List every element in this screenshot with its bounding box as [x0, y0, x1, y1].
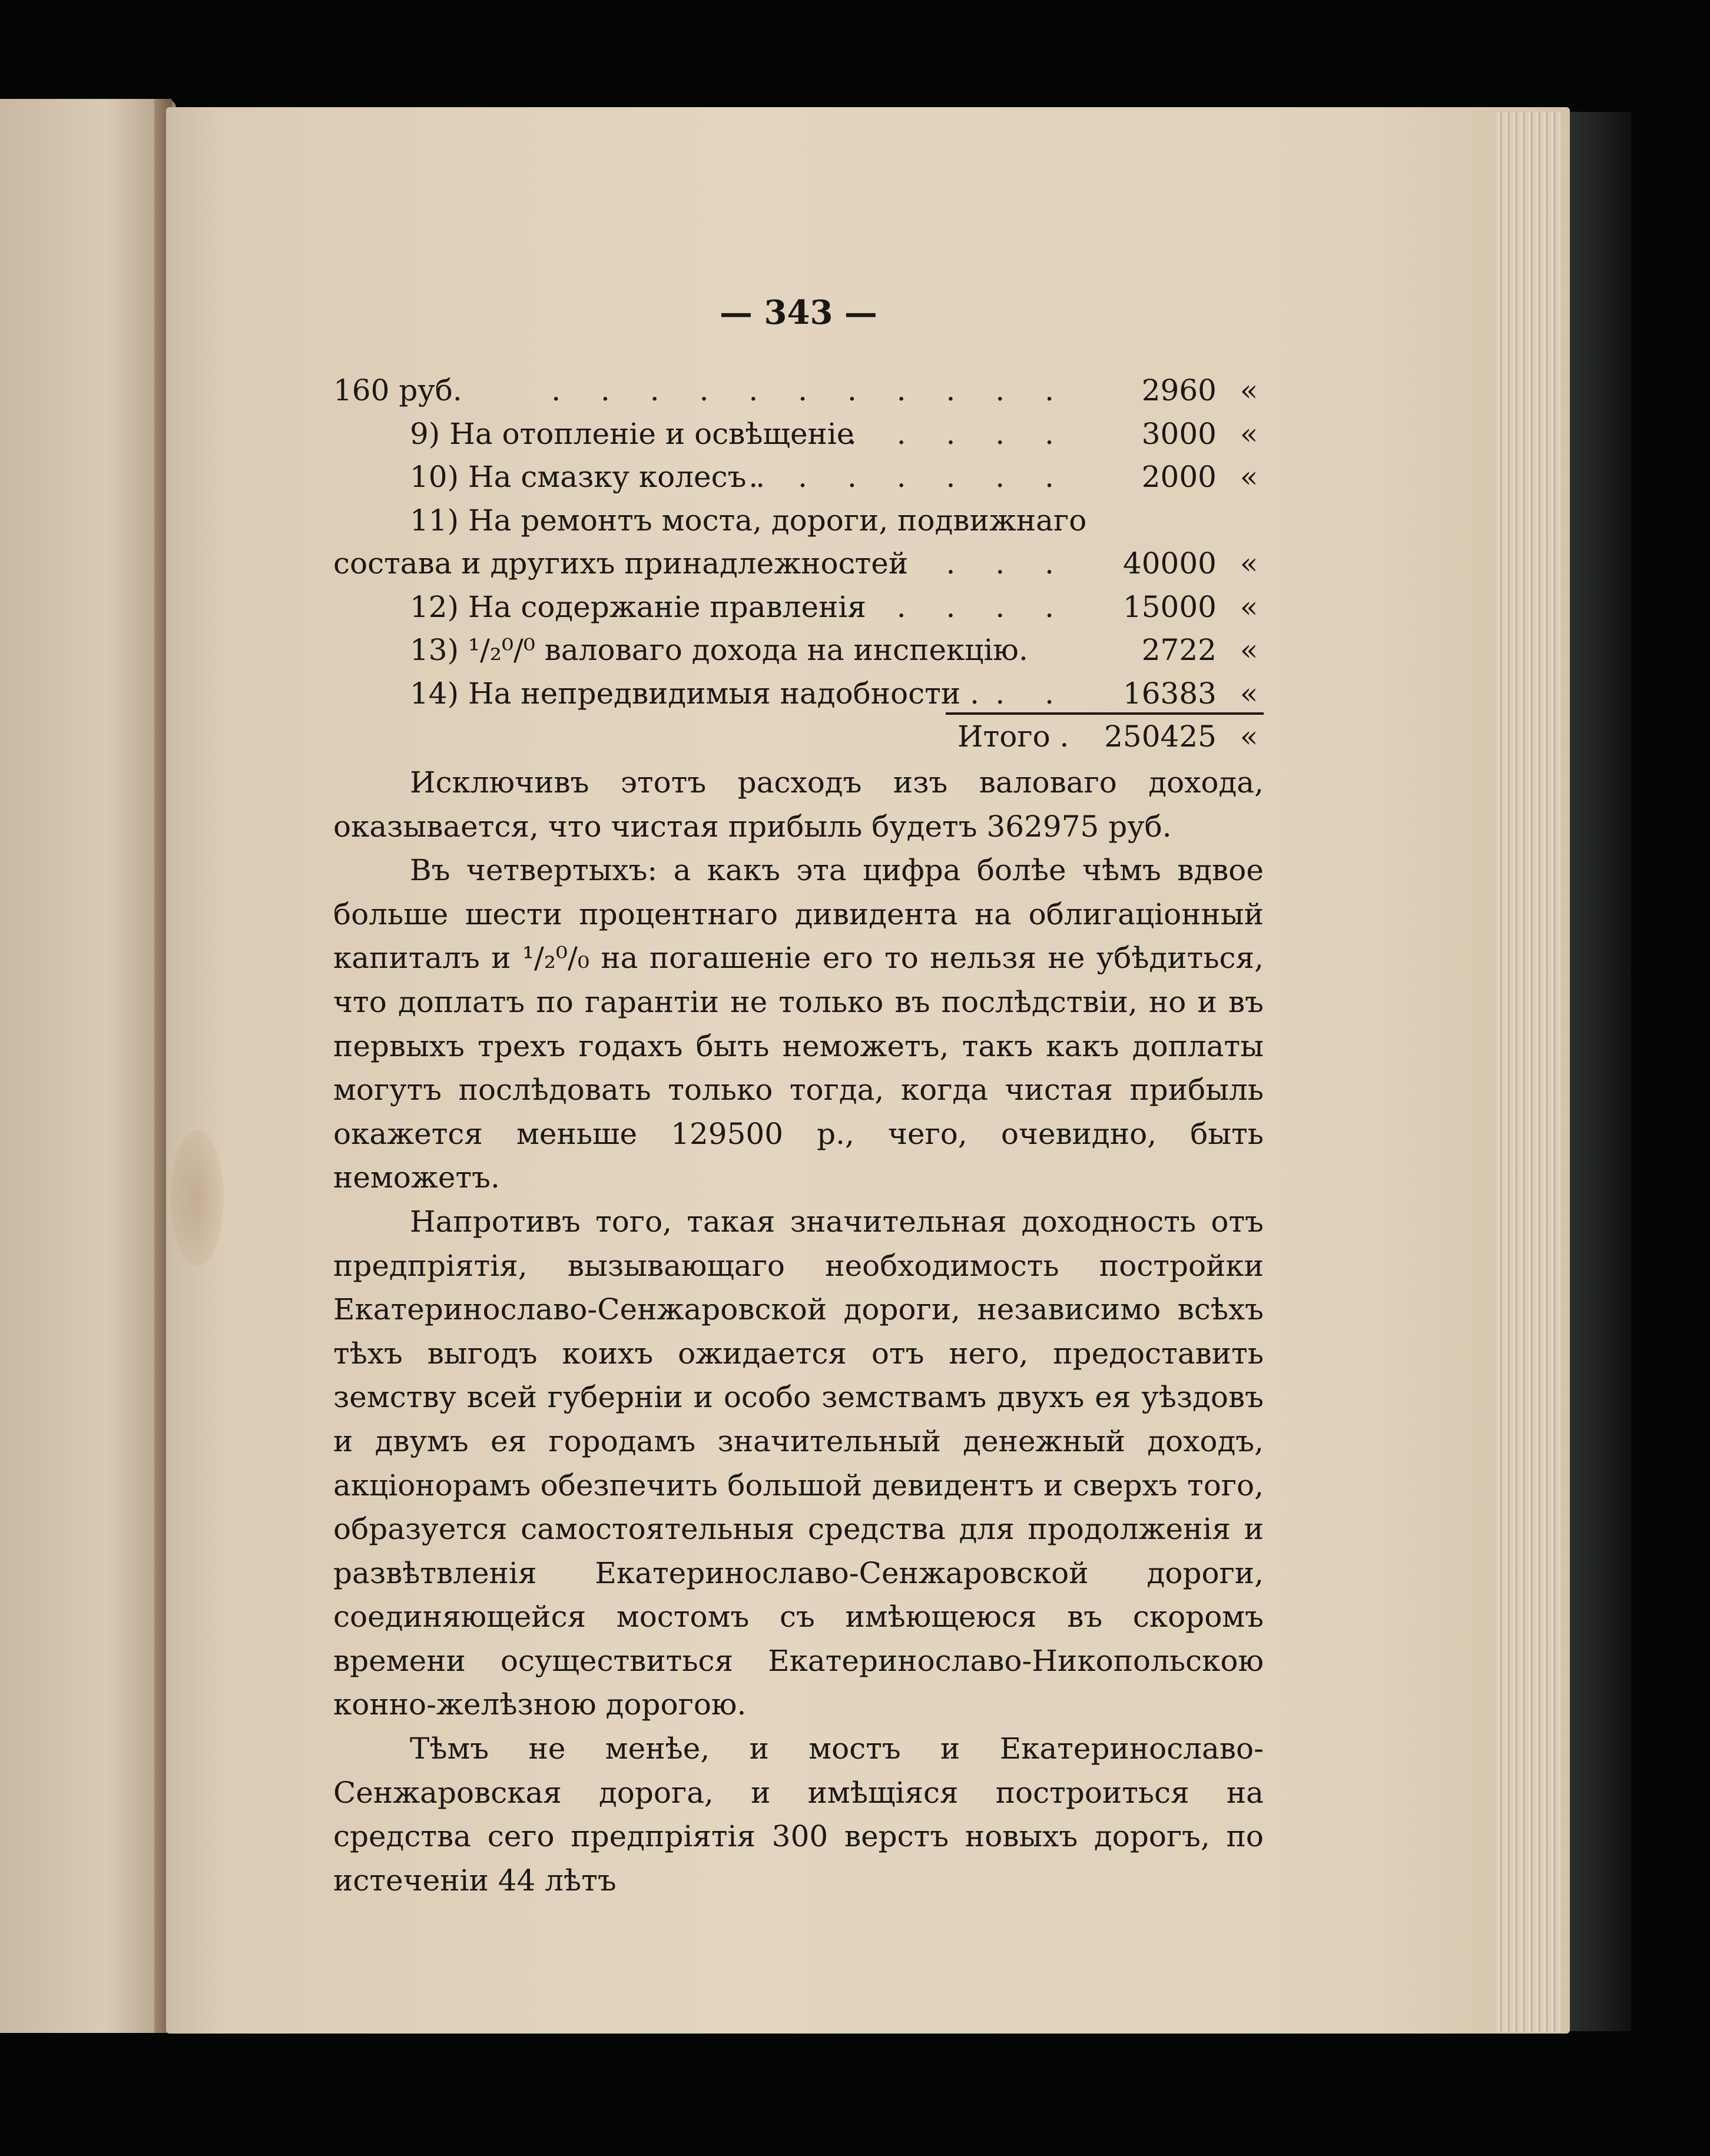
ledger-label: 160 руб.: [333, 373, 462, 407]
ditto-mark: «: [1240, 589, 1258, 624]
leader-dots: . . . . .: [847, 546, 1069, 581]
ledger-label: 12) На содержаніе правленія: [410, 589, 866, 624]
ledger-label: 9) На отопленіе и освѣщеніе: [410, 416, 854, 451]
ledger-amount: 3000: [1141, 416, 1217, 451]
ditto-mark: «: [1240, 416, 1258, 451]
ledger-label: 13) ¹/₂⁰/⁰ валоваго дохода на инспекцію.: [410, 633, 1028, 667]
ditto-mark: «: [1240, 460, 1258, 494]
ledger-row: [333, 673, 1264, 714]
ditto-mark: «: [1240, 373, 1258, 407]
ditto-mark: «: [1240, 676, 1258, 711]
ledger-amount: 15000: [1122, 589, 1217, 624]
ledger-total-amount: 250425: [1104, 719, 1217, 754]
page-number: — 343 —: [720, 293, 877, 332]
ledger-row: [333, 413, 1264, 455]
leader-dots: . . . . .: [847, 589, 1069, 624]
ditto-mark: «: [1240, 719, 1258, 754]
left-page-edge: [0, 99, 177, 2033]
ledger-row: [333, 586, 1264, 628]
ledger-amount: 40000: [1122, 546, 1217, 581]
ledger-total-label: Итого .: [957, 719, 1069, 754]
ledger-label: 10) На смазку колесъ .: [410, 460, 765, 494]
leader-dots: . .: [995, 676, 1069, 711]
paper-stain: [171, 1130, 224, 1266]
ledger-total-row: [333, 716, 1264, 757]
paragraph: Въ четвертыхъ: а какъ эта цифра болѣе чѣмъ вдвое больше шести процентнаго дивидента на облигаціонный капиталъ и ¹/₂⁰/₀ на погашеніе его то нельзя не убѣдиться, что доплатъ по гарантіи не только въ послѣдствіи, но и въ первыхъ трехъ годахъ быть неможетъ, такъ какъ доплаты могутъ послѣдовать только тогда, когда чистая прибыль окажется меньше 129500 р., чего, очевидно, быть неможетъ.: [333, 853, 1264, 1195]
ledger-label: 11) На ремонтъ моста, дороги, подвижнаго: [410, 503, 1087, 538]
ledger-amount: 2000: [1141, 460, 1217, 494]
total-rule: [946, 712, 1264, 715]
ledger-row: [333, 543, 1264, 584]
ledger-row: [333, 500, 1264, 541]
ledger-row: [333, 370, 1264, 411]
leader-dots: . . . . . . .: [748, 460, 1069, 494]
ledger-row: [333, 456, 1264, 497]
leader-dots: . . . . . . . . . . .: [551, 373, 1069, 407]
ledger-row: [333, 629, 1264, 671]
ditto-mark: «: [1240, 546, 1258, 581]
page-stack-edges: [1496, 112, 1560, 2032]
ledger-amount: 2722: [1141, 633, 1217, 667]
ledger-label: состава и другихъ принадлежностей: [333, 546, 909, 581]
ledger-label: 14) На непредвидимыя надобности .: [410, 676, 979, 711]
leader-dots: . . . . .: [847, 416, 1069, 451]
paragraph: Исключивъ этотъ расходъ изъ валоваго дохода, оказывается, что чистая прибыль будетъ 362975 руб.: [333, 765, 1264, 844]
paragraph: Тѣмъ не менѣе, и мостъ и Екатеринославо-Сенжаровская дорога, и имѣщіяся построиться на средства сего предпріятія 300 верстъ новыхъ дорогъ, по истеченіи 44 лѣтъ: [333, 1732, 1264, 1898]
body-text: [333, 761, 1264, 1902]
paragraph: Напротивъ того, такая значительная доходность отъ предпріятія, вызывающаго необходимость постройки Екатеринославо-Сенжаровской дороги, независимо всѣхъ тѣхъ выгодъ коихъ ожидается отъ него, предоставить земству всей губерніи и особо земствамъ двухъ ея уѣздовъ и двумъ ея городамъ значительный денежный доходъ, акціонорамъ обезпечить большой девидентъ и сверхъ того, образуется самостоятельныя средства для продолженія и развѣтвленія Екатеринославо-Сенжаровской дороги, соединяющейся мостомъ съ имѣющеюся въ скоромъ времени осуществиться Екатеринославо-Никопольскою конно-желѣзною дорогою.: [333, 1204, 1264, 1722]
ledger-amount: 2960: [1141, 373, 1217, 407]
ditto-mark: «: [1240, 633, 1258, 667]
ledger-amount: 16383: [1122, 676, 1217, 711]
